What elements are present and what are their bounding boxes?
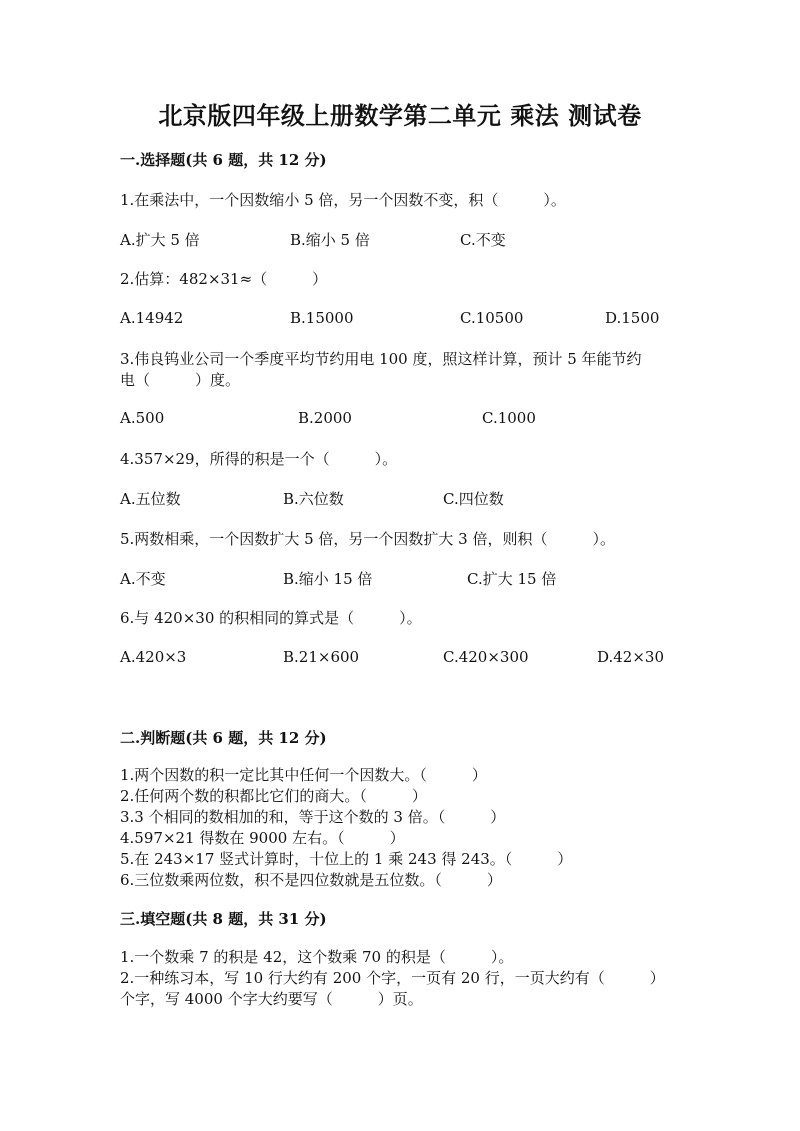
judge-item-4: 4.597×21 得数在 9000 左右。（ ） [120, 829, 405, 847]
question-6: 6.与 420×30 的积相同的算式是（ ）。 [120, 609, 422, 627]
option-2b: B.15000 [290, 309, 354, 327]
fill-item-2-line1: 2.一种练习本，写 10 行大约有 200 个字，一页有 20 行，一页大约有（ ） [120, 969, 665, 987]
question-3-line2: 电（ ）度。 [120, 371, 241, 389]
option-1a: A.扩大 5 倍 [120, 231, 200, 249]
option-6b: B.21×600 [283, 648, 360, 666]
judge-item-6: 6.三位数乘两位数，积不是四位数就是五位数。（ ） [120, 871, 502, 889]
judge-item-2: 2.任何两个数的积都比它们的商大。（ ） [120, 787, 427, 805]
fill-item-2-line2: 个字，写 4000 个字大约要写（ ）页。 [120, 990, 423, 1008]
question-1: 1.在乘法中，一个因数缩小 5 倍，另一个因数不变，积（ ）。 [120, 191, 566, 209]
option-2c: C.10500 [460, 309, 524, 327]
fill-item-1: 1.一个数乘 7 的积是 42，这个数乘 70 的积是（ ）。 [120, 948, 514, 966]
judge-item-1: 1.两个因数的积一定比其中任何一个因数大。（ ） [120, 766, 487, 784]
option-5b: B.缩小 15 倍 [283, 570, 373, 588]
question-5: 5.两数相乘，一个因数扩大 5 倍，另一个因数扩大 3 倍，则积（ ）。 [120, 530, 615, 548]
option-3b: B.2000 [298, 409, 352, 427]
option-6c: C.420×300 [443, 648, 529, 666]
option-3c: C.1000 [482, 409, 536, 427]
section-heading-choice: 一.选择题(共 6 题，共 12 分) [120, 151, 327, 169]
option-1b: B.缩小 5 倍 [290, 231, 370, 249]
option-6a: A.420×3 [120, 648, 187, 666]
question-3-line1: 3.伟良钨业公司一个季度平均节约用电 100 度，照这样计算，预计 5 年能节约 [120, 350, 642, 368]
option-3a: A.500 [120, 409, 165, 427]
option-4a: A.五位数 [120, 490, 181, 508]
option-4c: C.四位数 [443, 490, 504, 508]
question-2: 2.估算：482×31≈（ ） [120, 270, 328, 288]
section-heading-fill: 三.填空题(共 8 题，共 31 分) [120, 910, 327, 928]
option-1c: C.不变 [460, 231, 506, 249]
section-heading-judge: 二.判断题(共 6 题，共 12 分) [120, 729, 327, 747]
option-6d: D.42×30 [597, 648, 665, 666]
option-5a: A.不变 [120, 570, 166, 588]
judge-item-3: 3.3 个相同的数相加的和，等于这个数的 3 倍。（ ） [120, 808, 506, 826]
option-2d: D.1500 [605, 309, 660, 327]
page-title: 北京版四年级上册数学第二单元 乘法 测试卷 [158, 101, 642, 130]
question-4: 4.357×29，所得的积是一个（ ）。 [120, 450, 398, 468]
option-5c: C.扩大 15 倍 [467, 570, 557, 588]
judge-item-5: 5.在 243×17 竖式计算时，十位上的 1 乘 243 得 243。（ ） [120, 850, 573, 868]
option-4b: B.六位数 [283, 490, 344, 508]
option-2a: A.14942 [120, 309, 184, 327]
